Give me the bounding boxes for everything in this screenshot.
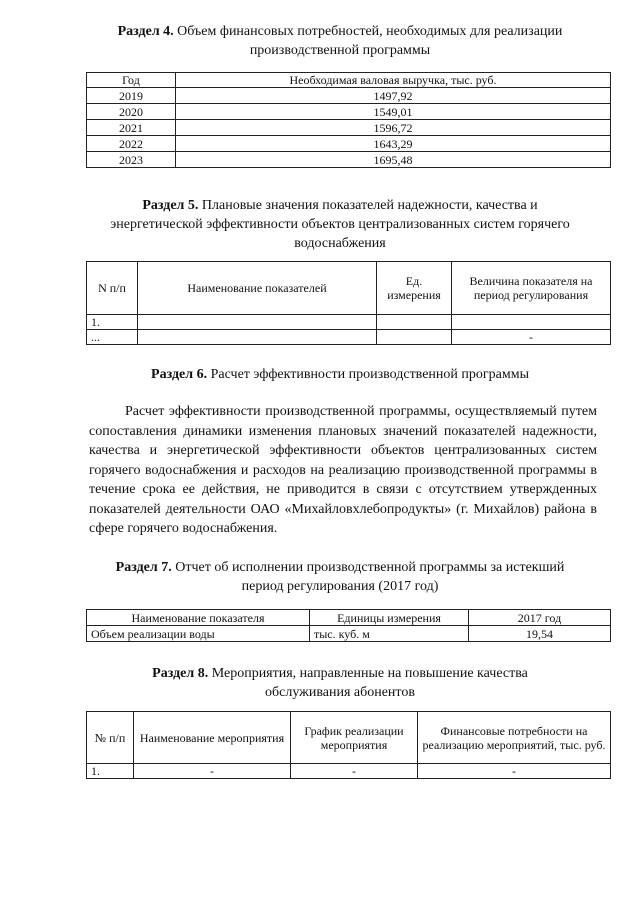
number-cell: 1. bbox=[87, 764, 134, 779]
unit-cell bbox=[377, 315, 452, 330]
year-cell: 2022 bbox=[87, 136, 176, 152]
section4-title-line1: Объем финансовых потребностей, необходимых для реализации bbox=[177, 24, 563, 39]
unit-cell bbox=[377, 330, 452, 345]
financial-cell: - bbox=[418, 764, 611, 779]
section8-title-line2: обслуживания абонентов bbox=[265, 685, 415, 700]
header-unit: Единицы измерения bbox=[310, 610, 469, 626]
header-value: Величина показателя на период регулирования bbox=[452, 262, 611, 315]
value-cell: - bbox=[452, 330, 611, 345]
number-cell: ... bbox=[87, 330, 138, 345]
section6-number: Раздел 6. bbox=[151, 367, 208, 382]
section4-title-line2: производственной программы bbox=[249, 43, 431, 58]
section4-number: Раздел 4. bbox=[117, 24, 174, 39]
section5-table bbox=[86, 261, 611, 345]
header-unit: Ед. измерения bbox=[377, 262, 452, 315]
section5-title-line1: Плановые значения показателей надежности, качества и bbox=[201, 198, 538, 213]
value-cell bbox=[452, 315, 611, 330]
section6-paragraph: Расчет эффективности производственной программы, осуществляемый путем сопоставления динамики изменения плановых значений показателей надежности, качества и энергетической эффективности объектов централизованных систем горячего водоснабжения и расходов на реализацию производственной программы в течение срока ее действия, не приводится в связи с отсутствием утвержденных показателей деятельности ОАО «Михайловхлебопродукты» (г. Михайлов) района в сфере горячего водоснабжения. bbox=[89, 404, 597, 536]
section5-title-line3: водоснабжения bbox=[294, 236, 386, 251]
header-financial-needs: Финансовые потребности на реализацию мероприятий, тыс. руб. bbox=[418, 712, 611, 764]
revenue-cell: 1497,92 bbox=[176, 88, 611, 104]
revenue-cell: 1643,29 bbox=[176, 136, 611, 152]
number-cell: 1. bbox=[87, 315, 138, 330]
revenue-cell: 1695,48 bbox=[176, 152, 611, 168]
schedule-cell: - bbox=[291, 764, 418, 779]
year-cell: 2023 bbox=[87, 152, 176, 168]
section7-table bbox=[86, 609, 611, 642]
header-indicator-name: Наименование показателей bbox=[138, 262, 377, 315]
table-row bbox=[87, 136, 611, 152]
table-row bbox=[87, 315, 611, 330]
section8-title-line1: Мероприятия, направленные на повышение качества bbox=[211, 666, 528, 681]
header-indicator-name: Наименование показателя bbox=[87, 610, 310, 626]
value-cell: 19,54 bbox=[469, 626, 611, 642]
measure-cell: - bbox=[134, 764, 291, 779]
table-row bbox=[87, 626, 611, 642]
table-row bbox=[87, 104, 611, 120]
section8-table bbox=[86, 711, 611, 779]
section6-heading bbox=[60, 365, 620, 384]
section6-title: Расчет эффективности производственной программы bbox=[210, 367, 529, 382]
table-header-row bbox=[87, 73, 611, 88]
section7-title-line1: Отчет об исполнении производственной программы за истекший bbox=[175, 560, 565, 575]
table-header-row bbox=[87, 610, 611, 626]
section5-title-line2: энергетической эффективности объектов централизованных систем горячего bbox=[110, 217, 570, 232]
table-header-row bbox=[87, 712, 611, 764]
year-cell: 2020 bbox=[87, 104, 176, 120]
header-number: № п/п bbox=[87, 712, 134, 764]
header-schedule: График реализации мероприятия bbox=[291, 712, 418, 764]
section8-number: Раздел 8. bbox=[152, 666, 209, 681]
year-cell: 2019 bbox=[87, 88, 176, 104]
section7-heading bbox=[60, 558, 620, 596]
indicator-cell: Объем реализации воды bbox=[87, 626, 310, 642]
section8-heading bbox=[60, 664, 620, 702]
section7-number: Раздел 7. bbox=[115, 560, 172, 575]
indicator-cell bbox=[138, 330, 377, 345]
header-number: N п/п bbox=[87, 262, 138, 315]
header-year: 2017 год bbox=[469, 610, 611, 626]
header-year: Год bbox=[87, 73, 176, 88]
table-row bbox=[87, 330, 611, 345]
indicator-cell bbox=[138, 315, 377, 330]
header-measure-name: Наименование мероприятия bbox=[134, 712, 291, 764]
table-header-row bbox=[87, 262, 611, 315]
table-row bbox=[87, 120, 611, 136]
unit-cell: тыс. куб. м bbox=[310, 626, 469, 642]
section4-table bbox=[86, 72, 611, 168]
revenue-cell: 1549,01 bbox=[176, 104, 611, 120]
year-cell: 2021 bbox=[87, 120, 176, 136]
table-row bbox=[87, 152, 611, 168]
header-revenue: Необходимая валовая выручка, тыс. руб. bbox=[176, 73, 611, 88]
section4-heading bbox=[60, 22, 620, 60]
section5-number: Раздел 5. bbox=[142, 198, 199, 213]
revenue-cell: 1596,72 bbox=[176, 120, 611, 136]
section5-heading bbox=[60, 196, 620, 253]
table-row bbox=[87, 88, 611, 104]
table-row bbox=[87, 764, 611, 779]
section7-title-line2: период регулирования (2017 год) bbox=[241, 579, 439, 594]
